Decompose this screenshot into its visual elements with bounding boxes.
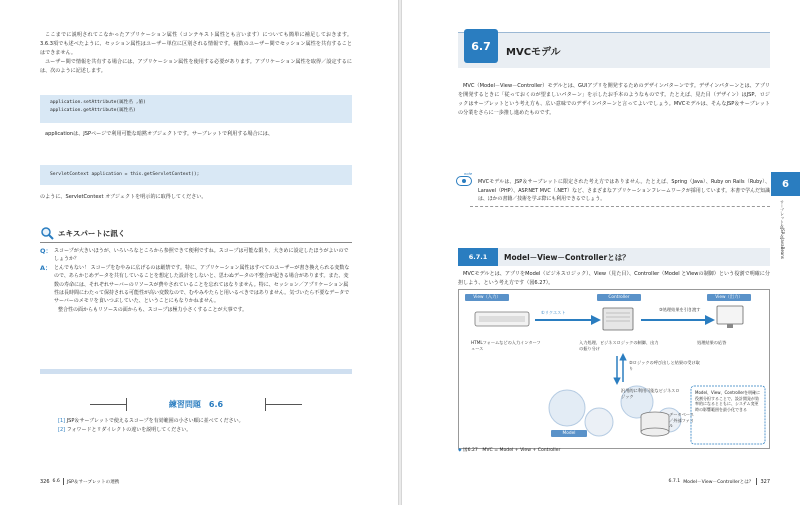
exercise-item: [1] JSP＆サーブレットで使えるスコープを有効範囲の小さい順に並べてください。 [58, 418, 244, 424]
code-block-attribute [40, 95, 352, 123]
expert-divider [40, 242, 352, 243]
book-gutter [398, 0, 402, 505]
footer-separator [63, 478, 64, 485]
chapter-thumb-index [771, 172, 800, 292]
mvc-figure [458, 289, 770, 449]
database-label: データベース／外部ファイル [669, 412, 695, 428]
footer-title: JSP＆サーブレットの連携 [66, 479, 120, 485]
subsection-number: 6.7.1 [468, 253, 488, 261]
exercise-items [58, 417, 244, 435]
magnifier-icon [40, 226, 54, 240]
figure-caption: ◆ 図6.27 MVC = Model + View + Controller [458, 448, 561, 453]
caption-marker: ◆ [458, 448, 462, 453]
code-line: ServletContext application = this.getServletContext(); [50, 172, 200, 177]
code-line: application.getAttribute(属性名) [50, 108, 136, 113]
controller-label: Controller [597, 294, 641, 301]
exercise-title: 練習問題 6.6 [168, 400, 224, 409]
section-title: MVCモデル [506, 47, 561, 58]
right-page [400, 0, 800, 505]
expert-answer [40, 264, 352, 314]
note-box [464, 172, 770, 207]
footer-separator [756, 478, 757, 485]
controller-desc: 入力処理、ビジネスロジックの制御、出力の振り分け [579, 340, 659, 351]
mvc-paragraph: MVC（Model－View－Controller）モデルとは、GUIアプリを開発するためのデザインパターンです。デザインパターンとは、アプリを開発するときに「従っておくのが望ましいパターン」を示したお手本のようなものです。たとえば、見た目（デザイン）はJSP、ロジックはサーブレットという考え方も、広い意味でのデザインパターンと言ってよいでしょう。MVCモデルは、そんなJSP＆サーブレットの分業をさらに一歩推し進めたものです。 [458, 83, 770, 116]
page-number: 326 [40, 478, 50, 485]
callout-text: Model、View、Controllerを明確に役割分担することで、設計開発が効率的になるとともに、システム変更時の影響範囲を最小化できる [695, 390, 761, 412]
question-text: スコープが大きいほうが、いろいろなところから参照できて便利ですね。スコープは可能な限り、大きめに設定したほうがよいのでしょうか？ [54, 248, 349, 263]
footer-section: 6.6 [52, 479, 60, 484]
expert-header [40, 226, 352, 240]
left-footer [40, 478, 119, 485]
section-number: 6.7 [464, 29, 498, 63]
q-mark: Q： [40, 247, 53, 255]
monitor-icon [717, 306, 743, 328]
intro-paragraph-2: ユーザー間で情報を共有する場合には、アプリケーション属性を使用する必要があります。アプリケーション属性を取得／設定するには、次のように記述します。 [40, 59, 352, 74]
exercise-title-box [126, 398, 266, 411]
output-desc: 処理結果の応答 [697, 340, 727, 345]
note-text: MVCモデルは、JSP＆サーブレットに限定された考え方ではありません。たとえば、Spring（Java）、Ruby on Rails（Ruby）、Laravel（PHP）、ASP.NET MVC（.NET）など、さまざまなアプリケーションフレームワークが採用しています。本書で学んだ知識は、ほかの書籍／技術を学ぶ際にも利用できるでしょう。 [478, 179, 770, 202]
paragraph-application: applicationは、JSPページで利用可能な暗黙オブジェクトです。サーブレットで利用する場合には、 [45, 131, 273, 137]
step3-label: ③処理結果を引き渡す [659, 307, 701, 312]
chapter-tab: 6 [771, 172, 800, 196]
answer-text-2: 整合性の面からもリソースの面からも、スコープは極力小さくすることが大事です。 [58, 306, 248, 313]
server-icon [603, 308, 633, 330]
view-input-label: View（入力） [465, 294, 509, 301]
model-label: Model [551, 430, 587, 437]
figure-graphics [459, 290, 771, 450]
step2-label: ②ロジックの呼び出しと結果の受け取り [629, 360, 700, 371]
mvc-definition-paragraph: MVCモデルとは、アプリをModel（ビジネスロジック）、View（見た目）、Controller（Model とViewの制御）という役割で明確に分担しよう、という考え方です（図6.27）。 [458, 271, 770, 286]
chapter-side-title: サーブレット＆JSP＆JavaBeans [780, 200, 785, 259]
answer-text: とんでもない！ スコープをむやみに広げるのは厳禁です。特に、アプリケーション属性はすべてのユーザーが書き換えられる変数なので、あらかじめデータを共有していることを想定した設計をしないと、思わぬデータの不整合が起きる場合があります。また、変数の寿命には、それぞれサーバーのリソースが費やされていることを忘れてはなりません。特に、セッション／アプリケーション属性は長時間にわたって保持される可能性が高い変数なので、むやみやたらと用いるべきではありません。気づいたら不要なデータでサーバーのメモリを食いつぶしていた、ということにもなりかねません。 [54, 264, 350, 305]
page-number: 327 [760, 478, 770, 485]
code-block-servletcontext [40, 165, 352, 185]
expert-title: エキスパートに訊く [58, 228, 126, 238]
footer-title: Model－View－Controllerとは？ [683, 479, 754, 485]
footer-section: 6.7.1 [668, 479, 681, 484]
subsection-header [458, 248, 770, 266]
code-line: application.setAttribute(属性名 ,値) [50, 100, 146, 105]
subsection-title: Model－View－Controllerとは？ [504, 252, 630, 262]
intro-paragraph: ここまでに説明されてこなかったアプリケーション属性（コンテキスト属性とも言います）についても簡単に補足しておきます。3.6.3項でも述べたように、セッション属性はユーザー単位に区別される情報です。複数のユーザー間でセッション属性を共有することはできません。 [40, 32, 352, 56]
exercise-box [40, 398, 352, 452]
expert-question [40, 247, 352, 264]
exercise-item: [2] フォワードとリダイレクトの違いを説明してください。 [58, 427, 192, 433]
keyboard-icon [475, 312, 529, 326]
html-form-label: HTMLフォームなどの入力インターフェース [471, 340, 541, 351]
a-mark: A： [40, 263, 52, 272]
expert-section [40, 226, 352, 374]
view-output-label: View（出力） [707, 294, 751, 301]
database-icon [641, 412, 669, 436]
step1-label: ①リクエスト [541, 310, 566, 315]
paragraph-servletcontext: のように、ServletContext オブジェクトを明示的に取得してください。 [40, 194, 207, 200]
section-header [458, 32, 770, 68]
business-logic-label: 汎用的に利用可能なビジネスロジック [621, 388, 680, 399]
note-icon [456, 176, 472, 186]
right-footer [668, 478, 770, 485]
intro-block [40, 31, 352, 76]
note-label: note [464, 172, 473, 176]
